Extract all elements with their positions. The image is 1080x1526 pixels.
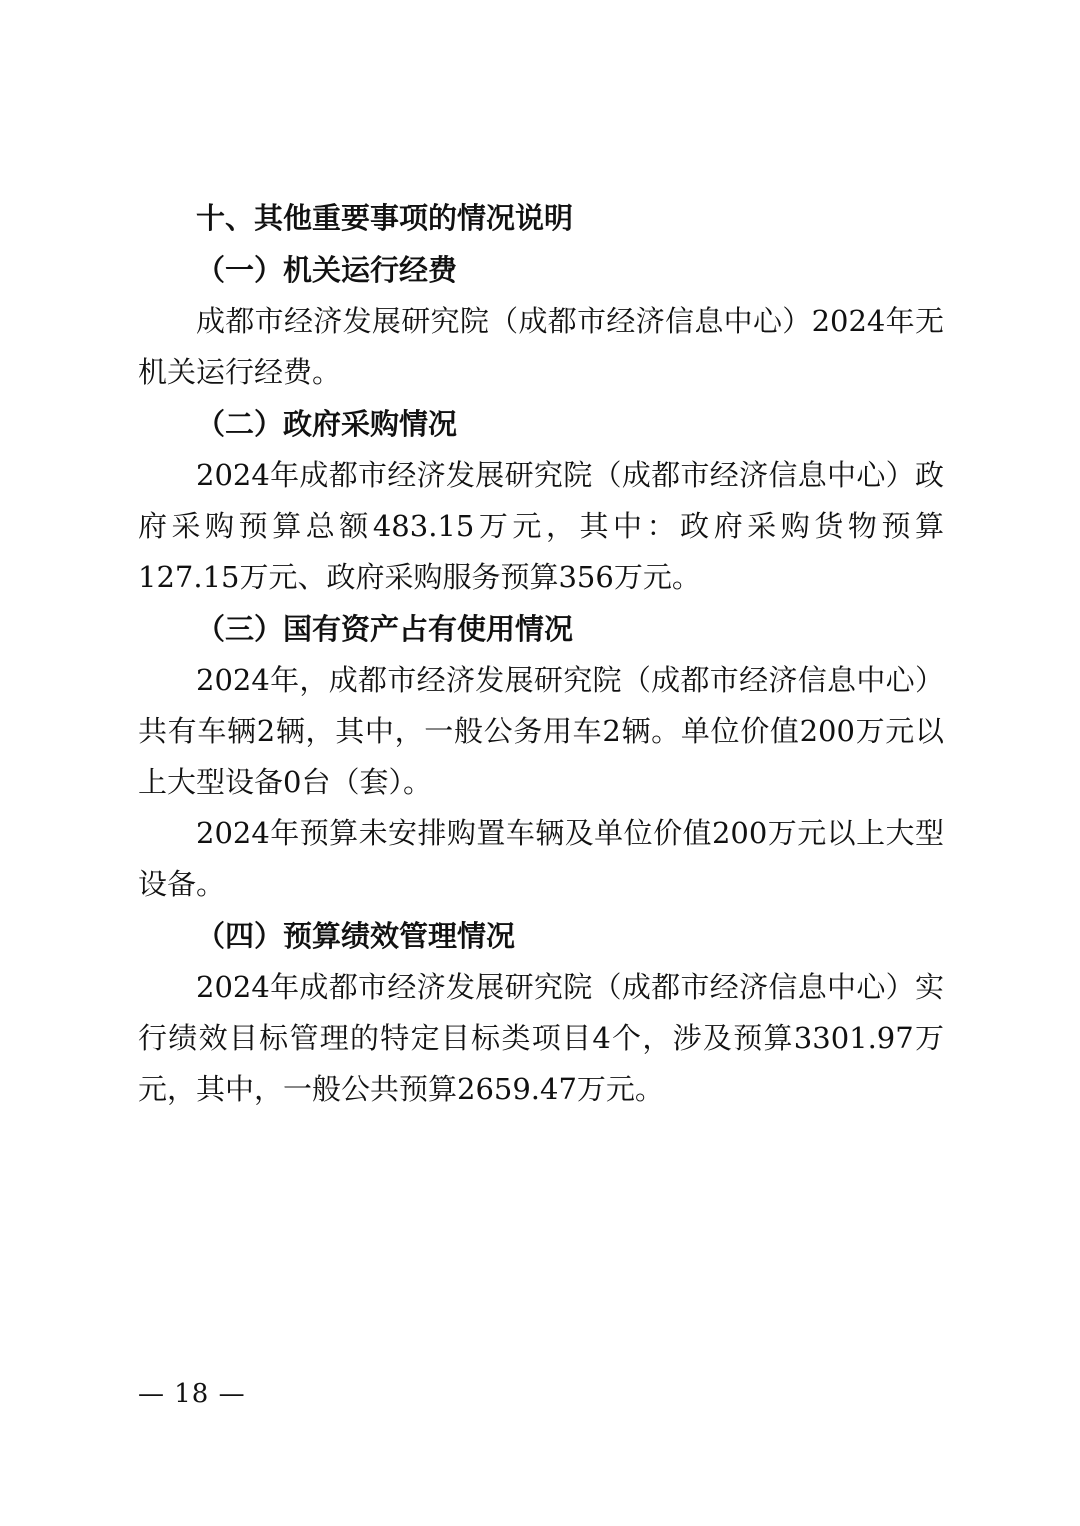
- paragraph-assets-budget: 2024年预算未安排购置车辆及单位价值200万元以上大型设备。: [138, 816, 944, 901]
- document-body: [138, 192, 944, 1115]
- subsection-heading-4: （四）预算绩效管理情况: [196, 919, 516, 953]
- subsection-heading-3: （三）国有资产占有使用情况: [196, 612, 574, 646]
- paragraph-performance: 2024年成都市经济发展研究院（成都市经济信息中心）实行绩效目标管理的特定目标类项目4个，涉及预算3301.97万元，其中，一般公共预算2659.47万元。: [138, 970, 944, 1106]
- section-title: 十、其他重要事项的情况说明: [196, 201, 574, 235]
- paragraph-assets: 2024年，成都市经济发展研究院（成都市经济信息中心）共有车辆2辆，其中，一般公务用车2辆。单位价值200万元以上大型设备0台（套）。: [138, 663, 944, 799]
- paragraph-procurement: 2024年成都市经济发展研究院（成都市经济信息中心）政府采购预算总额483.15万元，其中：政府采购货物预算127.15万元、政府采购服务预算356万元。: [138, 458, 944, 594]
- subsection-heading-2: （二）政府采购情况: [196, 407, 458, 441]
- subsection-heading-1: （一）机关运行经费: [196, 253, 458, 287]
- page-number: — 18 —: [138, 1379, 246, 1409]
- paragraph-office-expenses: 成都市经济发展研究院（成都市经济信息中心）2024年无机关运行经费。: [138, 304, 944, 389]
